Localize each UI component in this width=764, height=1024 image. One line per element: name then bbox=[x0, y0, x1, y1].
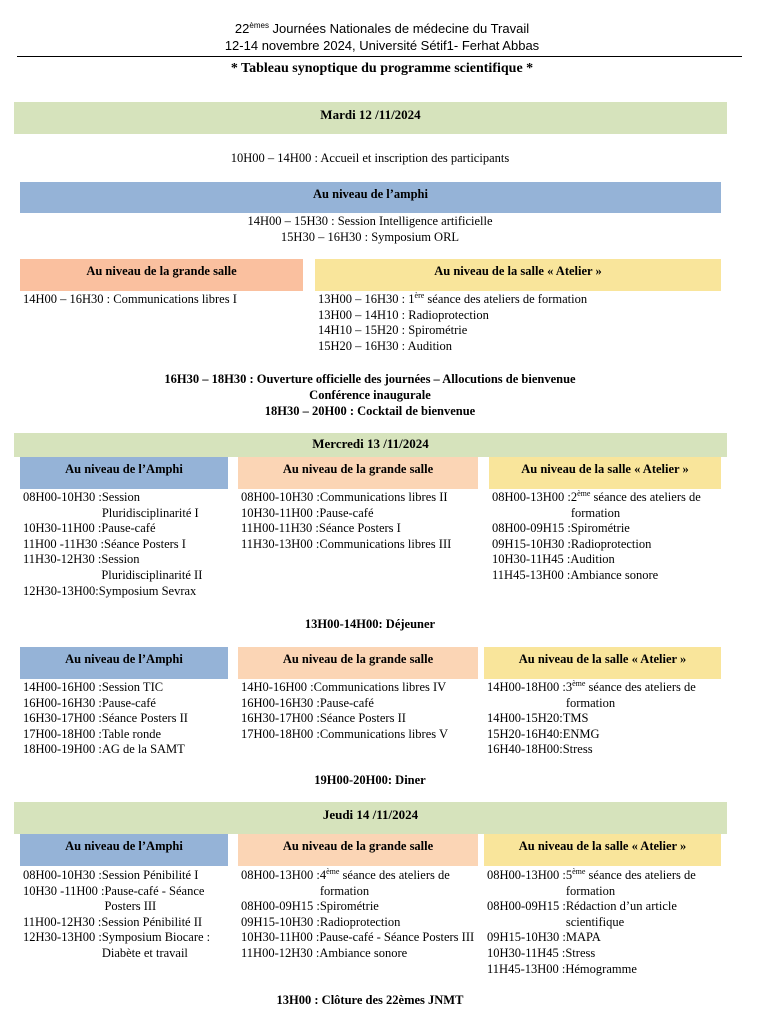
day3-amphi-list bbox=[23, 868, 233, 962]
day2-lunch: 13H00-14H00: Déjeuner bbox=[304, 617, 436, 631]
list-item: 10H30-11H00 : Pause-café bbox=[23, 521, 156, 536]
day1-amphi-bar: Au niveau de l’amphi bbox=[20, 182, 721, 213]
list-item: 10H30-11H00 : Pause-café - Séance Posters III bbox=[241, 930, 475, 945]
list-item: 16H40-18H00: Stress bbox=[487, 742, 593, 757]
list-item: 17H00-18H00 : Communications libres V bbox=[241, 726, 449, 741]
list-item: 15H30 – 16H30 : Symposium ORL bbox=[280, 229, 460, 244]
list-item: 14H00-15H20: TMS bbox=[487, 711, 589, 726]
list-item: 10H30-11H45 : Stress bbox=[487, 945, 596, 960]
list-item: 10H30-11H00 : Pause-café bbox=[241, 505, 374, 520]
list-item: 08H00-13H00 : 2ème séance des ateliers de formation bbox=[492, 489, 701, 520]
list-item: 13H00 – 16H30 : 1ère séance des ateliers de formation bbox=[318, 291, 588, 306]
list-item: 16H30-17H00 : Séance Posters II bbox=[241, 711, 406, 726]
day2-am-grande-list bbox=[241, 490, 481, 552]
list-item: 08H00-13H00 : 4ème séance des ateliers de formation bbox=[241, 867, 450, 898]
event-title: 22èmes Journées Nationales de médecine du Travail bbox=[234, 21, 530, 36]
list-item: 16H00-16H30 : Pause-café bbox=[241, 695, 374, 710]
day3-atelier-bar: Au niveau de la salle « Atelier » bbox=[484, 834, 721, 866]
day1-amphi-list bbox=[0, 214, 740, 245]
header-divider bbox=[17, 56, 742, 57]
day2-am-atelier-list bbox=[492, 490, 722, 584]
day1-grande-bar: Au niveau de la grande salle bbox=[20, 259, 303, 291]
list-item: 14H00 – 15H30 : Session Intelligence artificielle bbox=[247, 214, 493, 228]
list-item: 18H00-19H00 : AG de la SAMT bbox=[23, 742, 185, 757]
day2-pm-amphi-bar: Au niveau de l’Amphi bbox=[20, 647, 228, 679]
day2-pm-atelier-list bbox=[487, 680, 722, 758]
list-item: 16H30-17H00 : Séance Posters II bbox=[23, 711, 188, 726]
page-title: * Tableau synoptique du programme scientifique * bbox=[230, 61, 534, 76]
event-subtitle: 12-14 novembre 2024, Université Sétif1- Ferhat Abbas bbox=[224, 38, 540, 53]
list-item: 14H00-16H00 : Session TIC bbox=[23, 680, 164, 694]
day3-atelier-list bbox=[487, 868, 722, 977]
day3-grande-bar: Au niveau de la grande salle bbox=[238, 834, 478, 866]
list-item: 10H30 -11H00 : Pause-café - Séance Posters III bbox=[23, 883, 205, 914]
list-item: 12H30-13H00 : Symposium Biocare : Diabète et travail bbox=[23, 930, 211, 960]
day1-closing bbox=[0, 371, 740, 419]
day2-dinner: 19H00-20H00: Diner bbox=[314, 773, 426, 787]
list-item: 08H00-13H00 : 5ème séance des ateliers de formation bbox=[487, 867, 696, 898]
day2-title-bar: Mercredi 13 /11/2024 bbox=[14, 433, 727, 457]
list-item: 11H30-13H00 : Communications libres III bbox=[241, 536, 452, 551]
list-item: 08H00-09H15 : Spirométrie bbox=[492, 521, 630, 536]
day2-am-atelier-bar: Au niveau de la salle « Atelier » bbox=[489, 457, 721, 489]
list-item: 09H15-10H30 : MAPA bbox=[487, 930, 601, 945]
day2-pm-atelier-bar: Au niveau de la salle « Atelier » bbox=[484, 647, 721, 679]
list-item: 12H30-13H00: Symposium Sevrax bbox=[23, 583, 197, 598]
list-item: 16H00-16H30 : Pause-café bbox=[23, 695, 156, 710]
list-item: 08H00-10H30 : Session Pénibilité I bbox=[23, 868, 199, 882]
day3-title-bar: Jeudi 14 /11/2024 bbox=[14, 802, 727, 834]
list-item: 09H15-10H30 : Radioprotection bbox=[241, 914, 401, 929]
list-item: 15H20-16H40: ENMG bbox=[487, 726, 600, 741]
day1-atelier-list bbox=[318, 292, 718, 354]
inaugural-conference: Conférence inaugurale bbox=[309, 388, 431, 402]
day2-am-grande-bar: Au niveau de la grande salle bbox=[238, 457, 478, 489]
day2-am-amphi-list bbox=[23, 490, 228, 599]
opening-ceremony: 16H30 – 18H30 : Ouverture officielle des journées – Allocutions de bienvenue bbox=[164, 372, 576, 386]
list-item: 09H15-10H30 : Radioprotection bbox=[492, 536, 652, 551]
list-item: 11H00-12H30 : Ambiance sonore bbox=[241, 945, 408, 960]
day2-pm-grande-list bbox=[241, 680, 481, 742]
list-item: 13H00 – 14H10 : Radioprotection bbox=[318, 307, 489, 322]
list-item: 11H00 -11H30 : Séance Posters I bbox=[23, 536, 186, 551]
list-item: 14H00 – 16H30 : Communications libres I bbox=[23, 292, 237, 306]
day1-title-bar: Mardi 12 /11/2024 bbox=[14, 102, 727, 134]
list-item: 11H30-12H30 : Session Pluridisciplinarité II bbox=[23, 552, 203, 582]
list-item: 14H10 – 15H20 : Spirométrie bbox=[318, 323, 468, 338]
list-item: 11H00-12H30 : Session Pénibilité II bbox=[23, 914, 203, 929]
list-item: 08H00-10H30 : Session Pluridisciplinarité I bbox=[23, 490, 199, 520]
day3-closing: 13H00 : Clôture des 22èmes JNMT bbox=[276, 993, 464, 1007]
day2-pm-grande-bar: Au niveau de la grande salle bbox=[238, 647, 478, 679]
list-item: 15H20 – 16H30 : Audition bbox=[318, 338, 453, 353]
day3-amphi-bar: Au niveau de l’Amphi bbox=[20, 834, 228, 866]
day1-grande-list bbox=[23, 292, 303, 308]
list-item: 08H00-09H15 : Rédaction d’un article scientifique bbox=[487, 899, 677, 929]
list-item: 17H00-18H00 : Table ronde bbox=[23, 726, 161, 741]
list-item: 11H00-11H30 : Séance Posters I bbox=[241, 521, 401, 536]
list-item: 11H45-13H00 : Ambiance sonore bbox=[492, 567, 659, 582]
list-item: 11H45-13H00 : Hémogramme bbox=[487, 961, 637, 976]
day2-am-amphi-bar: Au niveau de l’Amphi bbox=[20, 457, 228, 489]
day2-pm-amphi-list bbox=[23, 680, 228, 758]
list-item: 14H0-16H00 : Communications libres IV bbox=[241, 680, 447, 694]
list-item: 14H00-18H00 : 3ème séance des ateliers de formation bbox=[487, 679, 696, 710]
day1-atelier-bar: Au niveau de la salle « Atelier » bbox=[315, 259, 721, 291]
cocktail: 18H30 – 20H00 : Cocktail de bienvenue bbox=[264, 404, 476, 418]
day3-grande-list bbox=[241, 868, 481, 962]
list-item: 08H00-09H15 : Spirométrie bbox=[241, 899, 379, 914]
list-item: 10H30-11H45 : Audition bbox=[492, 552, 615, 567]
day1-welcome: 10H00 – 14H00 : Accueil et inscription des participants bbox=[230, 151, 510, 165]
list-item: 08H00-10H30 : Communications libres II bbox=[241, 490, 448, 504]
